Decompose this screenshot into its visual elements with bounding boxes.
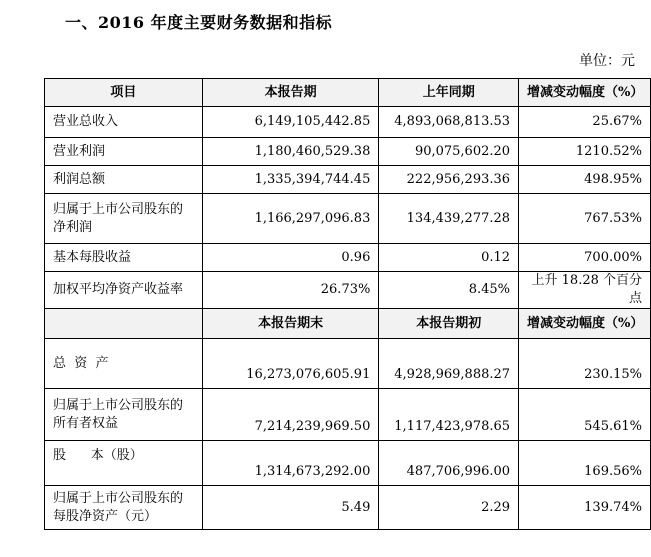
table-row <box>45 138 651 166</box>
row-label: 营业利润 <box>45 138 203 166</box>
cell-change: 230.15% <box>519 339 651 389</box>
cell-current: 5.49 <box>202 486 379 530</box>
table-subheader-row <box>45 309 651 339</box>
row-label-line1: 归属于上市公司股东的 <box>53 201 184 217</box>
cell-change: 169.56% <box>519 441 651 486</box>
cell-prior: 90,075,602.20 <box>379 138 519 166</box>
header-item: 项目 <box>45 79 203 107</box>
cell-change: 545.61% <box>519 389 651 441</box>
row-label: 股 本（股） <box>45 441 203 486</box>
cell-prior: 0.12 <box>379 244 519 272</box>
row-label-line1: 归属于上市公司股东的 <box>53 490 184 506</box>
row-label <box>45 194 203 244</box>
table-row <box>45 244 651 272</box>
subheader-current: 本报告期末 <box>202 309 379 339</box>
cell-current: 1,314,673,292.00 <box>202 441 379 486</box>
cell-current: 1,166,297,096.83 <box>202 194 379 244</box>
cell-prior: 487,706,996.00 <box>379 441 519 486</box>
cell-prior: 8.45% <box>379 272 519 309</box>
row-label: 总 资 产 <box>45 339 203 389</box>
row-label: 加权平均净资产收益率 <box>45 272 203 309</box>
cell-prior: 2.29 <box>379 486 519 530</box>
subheader-blank <box>45 309 203 339</box>
cell-current: 0.96 <box>202 244 379 272</box>
row-label-line1: 归属于上市公司股东的 <box>53 397 184 413</box>
table-row <box>45 486 651 530</box>
cell-current: 6,149,105,442.85 <box>202 107 379 138</box>
cell-change: 767.53% <box>519 194 651 244</box>
cell-change: 上升 18.28 个百分点 <box>519 272 651 309</box>
table-row <box>45 166 651 194</box>
row-label: 营业总收入 <box>45 107 203 138</box>
section-title: 一、2016 年度主要财务数据和指标 <box>65 13 333 32</box>
header-prior: 上年同期 <box>379 79 519 107</box>
table-row <box>45 389 651 441</box>
cell-current: 1,180,460,529.38 <box>202 138 379 166</box>
financial-table <box>44 78 651 530</box>
row-label-line2: 每股净资产（元） <box>53 508 158 524</box>
table-row <box>45 272 651 309</box>
table-row <box>45 441 651 486</box>
row-label-line2: 所有者权益 <box>53 415 119 431</box>
cell-change: 1210.52% <box>519 138 651 166</box>
table-header-row <box>45 79 651 107</box>
subheader-prior: 本报告期初 <box>379 309 519 339</box>
row-label <box>45 389 203 441</box>
cell-current: 1,335,394,744.45 <box>202 166 379 194</box>
table-row <box>45 194 651 244</box>
cell-current: 16,273,076,605.91 <box>202 339 379 389</box>
header-change: 增减变动幅度（%） <box>519 79 651 107</box>
row-label <box>45 486 203 530</box>
cell-current: 7,214,239,969.50 <box>202 389 379 441</box>
cell-change: 139.74% <box>519 486 651 530</box>
cell-prior: 4,928,969,888.27 <box>379 339 519 389</box>
cell-current: 26.73% <box>202 272 379 309</box>
unit-label: 单位：元 <box>579 53 635 69</box>
row-label: 基本每股收益 <box>45 244 203 272</box>
cell-change: 498.95% <box>519 166 651 194</box>
table-row <box>45 107 651 138</box>
header-current: 本报告期 <box>202 79 379 107</box>
cell-change: 700.00% <box>519 244 651 272</box>
cell-change: 25.67% <box>519 107 651 138</box>
subheader-change: 增减变动幅度（%） <box>519 309 651 339</box>
cell-prior: 222,956,293.36 <box>379 166 519 194</box>
table-row <box>45 339 651 389</box>
cell-prior: 4,893,068,813.53 <box>379 107 519 138</box>
cell-prior: 1,117,423,978.65 <box>379 389 519 441</box>
cell-prior: 134,439,277.28 <box>379 194 519 244</box>
row-label: 利润总额 <box>45 166 203 194</box>
row-label-line2: 净利润 <box>53 219 93 235</box>
